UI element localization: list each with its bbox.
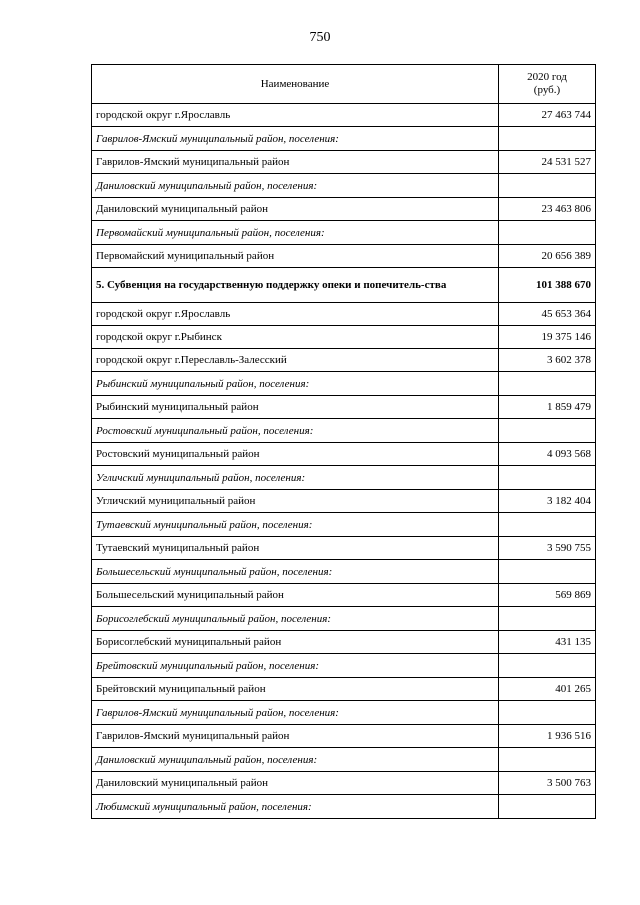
row-name-cell: Брейтовский муниципальный район, поселения: [92, 654, 499, 678]
row-value-cell: 101 388 670 [499, 268, 596, 303]
subheading-row [92, 419, 596, 443]
row-name-cell: Тутаевский муниципальный район, поселения: [92, 513, 499, 537]
row-name-cell: Первомайский муниципальный район, поселения: [92, 221, 499, 245]
table-row [92, 396, 596, 419]
table-row [92, 151, 596, 174]
row-value-cell: 401 265 [499, 678, 596, 701]
row-value-cell [499, 654, 596, 678]
row-value-cell: 1 936 516 [499, 725, 596, 748]
table-row [92, 104, 596, 127]
table-row [92, 490, 596, 513]
row-name-cell: Угличский муниципальный район [92, 490, 499, 513]
row-name-cell: городской округ г.Ярославль [92, 303, 499, 326]
table-row [92, 678, 596, 701]
row-value-cell: 27 463 744 [499, 104, 596, 127]
row-name-cell: городской округ г.Ярославль [92, 104, 499, 127]
budget-table [91, 64, 596, 819]
row-value-cell [499, 466, 596, 490]
table-row [92, 245, 596, 268]
subheading-row [92, 654, 596, 678]
column-header-year [499, 65, 596, 104]
row-name-cell: Рыбинский муниципальный район, поселения: [92, 372, 499, 396]
row-value-cell: 19 375 146 [499, 326, 596, 349]
row-name-cell: Ростовский муниципальный район [92, 443, 499, 466]
subheading-row [92, 748, 596, 772]
row-name-cell: Рыбинский муниципальный район [92, 396, 499, 419]
row-value-cell [499, 221, 596, 245]
row-name-cell: Даниловский муниципальный район [92, 198, 499, 221]
row-name-cell: Большесельский муниципальный район [92, 584, 499, 607]
page-number: 750 [309, 30, 331, 45]
subheading-row [92, 372, 596, 396]
subheading-row [92, 127, 596, 151]
row-name-cell: Тутаевский муниципальный район [92, 537, 499, 560]
row-value-cell: 24 531 527 [499, 151, 596, 174]
table-row [92, 443, 596, 466]
subheading-row [92, 221, 596, 245]
row-value-cell: 431 135 [499, 631, 596, 654]
row-name-cell: Первомайский муниципальный район [92, 245, 499, 268]
row-name-cell: Гаврилов-Ямский муниципальный район [92, 725, 499, 748]
row-name-cell: Борисоглебский муниципальный район, поселения: [92, 607, 499, 631]
row-value-cell [499, 607, 596, 631]
table-row [92, 303, 596, 326]
table-row [92, 772, 596, 795]
row-value-cell [499, 513, 596, 537]
row-value-cell [499, 372, 596, 396]
row-value-cell: 3 602 378 [499, 349, 596, 372]
row-name-cell: Гаврилов-Ямский муниципальный район [92, 151, 499, 174]
subheading-row [92, 174, 596, 198]
row-name-cell: Большесельский муниципальный район, поселения: [92, 560, 499, 584]
row-value-cell [499, 127, 596, 151]
table-row [92, 326, 596, 349]
row-name-cell: Борисоглебский муниципальный район [92, 631, 499, 654]
subheading-row [92, 560, 596, 584]
row-value-cell [499, 174, 596, 198]
column-header-name: Наименование [92, 65, 499, 104]
row-name-cell: Ростовский муниципальный район, поселения: [92, 419, 499, 443]
row-name-cell: Даниловский муниципальный район, поселения: [92, 748, 499, 772]
row-value-cell [499, 701, 596, 725]
row-name-cell: 5. Субвенция на государственную поддержку опеки и попечитель-ства [92, 268, 499, 303]
row-name-cell: Даниловский муниципальный район, поселения: [92, 174, 499, 198]
table-body [92, 104, 596, 819]
subheading-row [92, 701, 596, 725]
row-value-cell [499, 795, 596, 819]
subheading-row [92, 513, 596, 537]
column-header-year-label: 2020 год [527, 71, 567, 83]
row-name-cell: городской округ г.Рыбинск [92, 326, 499, 349]
row-value-cell: 23 463 806 [499, 198, 596, 221]
column-header-unit: (руб.) [533, 84, 561, 96]
table-header-row [92, 65, 596, 104]
section-row [92, 268, 596, 303]
row-value-cell: 3 590 755 [499, 537, 596, 560]
row-name-cell: Гаврилов-Ямский муниципальный район, поселения: [92, 127, 499, 151]
row-name-cell: Любимский муниципальный район, поселения: [92, 795, 499, 819]
row-value-cell [499, 419, 596, 443]
table-row [92, 725, 596, 748]
row-value-cell [499, 748, 596, 772]
row-name-cell: Угличский муниципальный район, поселения: [92, 466, 499, 490]
row-name-cell: городской округ г.Переславль-Залесский [92, 349, 499, 372]
table-row [92, 198, 596, 221]
row-value-cell: 20 656 389 [499, 245, 596, 268]
subheading-row [92, 607, 596, 631]
row-value-cell: 3 182 404 [499, 490, 596, 513]
table-row [92, 631, 596, 654]
row-value-cell: 45 653 364 [499, 303, 596, 326]
subheading-row [92, 795, 596, 819]
row-value-cell [499, 560, 596, 584]
table-row [92, 584, 596, 607]
row-value-cell: 4 093 568 [499, 443, 596, 466]
row-name-cell: Брейтовский муниципальный район [92, 678, 499, 701]
row-name-cell: Даниловский муниципальный район [92, 772, 499, 795]
row-value-cell: 1 859 479 [499, 396, 596, 419]
row-value-cell: 569 869 [499, 584, 596, 607]
row-name-cell: Гаврилов-Ямский муниципальный район, поселения: [92, 701, 499, 725]
row-value-cell: 3 500 763 [499, 772, 596, 795]
table-row [92, 349, 596, 372]
subheading-row [92, 466, 596, 490]
table-row [92, 537, 596, 560]
